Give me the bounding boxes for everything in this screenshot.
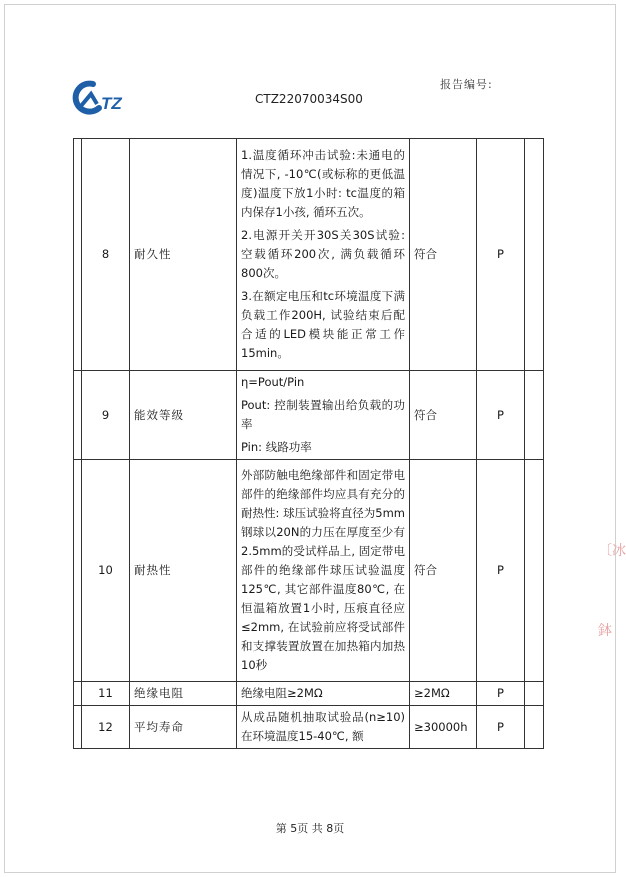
test-results-table	[73, 138, 544, 749]
row-number: 8	[82, 139, 130, 371]
left-margin-cell	[74, 460, 82, 682]
test-item: 平均寿命	[130, 706, 237, 749]
right-margin-cell	[525, 682, 544, 706]
table-row	[74, 706, 544, 749]
right-margin-cell	[525, 460, 544, 682]
right-margin-cell	[525, 139, 544, 371]
test-requirement	[237, 682, 410, 706]
svg-text:TZ: TZ	[101, 94, 122, 113]
requirement-text: 绝缘电阻≥2MΩ	[241, 686, 323, 700]
left-margin-cell	[74, 139, 82, 371]
row-number: 9	[82, 371, 130, 460]
table-row	[74, 682, 544, 706]
verdict: P	[477, 139, 525, 371]
ctz-logo	[71, 80, 126, 114]
verdict: P	[477, 460, 525, 682]
table-row	[74, 371, 544, 460]
row-number: 11	[82, 682, 130, 706]
requirement-text: 1.温度循环冲击试验:未通电的情况下, -10℃(或标称的更低温度)温度下放1小时: tc温度的箱内保存1小孩, 循环五次。	[241, 148, 405, 219]
table-row	[74, 139, 544, 371]
verdict: P	[477, 682, 525, 706]
requirement-text: Pout: 控制装置输出给负载的功率	[241, 398, 405, 431]
test-requirement	[237, 139, 410, 371]
test-result: ≥30000h	[410, 706, 477, 749]
test-requirement	[237, 460, 410, 682]
requirement-text: 2.电源开关开30S关30S试验: 空载循环200次, 满负载循环800次。	[241, 228, 405, 280]
requirement-text: Pin: 线路功率	[241, 440, 312, 454]
right-margin-cell	[525, 706, 544, 749]
test-result: 符合	[410, 371, 477, 460]
left-margin-cell	[74, 371, 82, 460]
test-requirement	[237, 371, 410, 460]
requirement-text: 外部防触电绝缘部件和固定带电部件的绝缘部件均应具有充分的耐热性: 球压试验将直径为5mm钢球以20N的力压在厚度至少有2.5mm的受试样品上, 固定带电部件的绝缘部件球压试验温度125℃, 其它部件温度80℃, 在恒温箱放置1小时, 压痕直径应≤2mm, 在试验前应将受试部件和支撑装置放置在加热箱内加热10秒	[241, 468, 405, 672]
test-item: 耐久性	[130, 139, 237, 371]
test-requirement	[237, 706, 410, 749]
test-result: ≥2MΩ	[410, 682, 477, 706]
requirement-text: η=Pout/Pin	[241, 375, 305, 389]
test-result: 符合	[410, 139, 477, 371]
page-footer: 第 5页 共 8页	[275, 822, 345, 835]
test-result: 符合	[410, 460, 477, 682]
test-item: 绝缘电阻	[130, 682, 237, 706]
row-number: 10	[82, 460, 130, 682]
right-margin-cell	[525, 371, 544, 460]
verdict: P	[477, 371, 525, 460]
row-number: 12	[82, 706, 130, 749]
test-item: 耐热性	[130, 460, 237, 682]
requirement-text: 从成品随机抽取试验品(n≥10)在环境温度15-40℃, 额	[241, 710, 405, 743]
test-item: 能效等级	[130, 371, 237, 460]
report-number: CTZ22070034S00	[255, 92, 363, 106]
requirement-text: 3.在额定电压和tc环境温度下满负载工作200H, 试验结束后配合适的LED模块能正常工作15min。	[241, 289, 405, 360]
table-row	[74, 460, 544, 682]
verdict: P	[477, 706, 525, 749]
left-margin-cell	[74, 706, 82, 749]
stamp-fragment: 〔冰	[598, 543, 626, 559]
stamp-fragment: 鉢	[598, 623, 612, 639]
report-number-label: 报告编号:	[440, 78, 493, 91]
left-margin-cell	[74, 682, 82, 706]
